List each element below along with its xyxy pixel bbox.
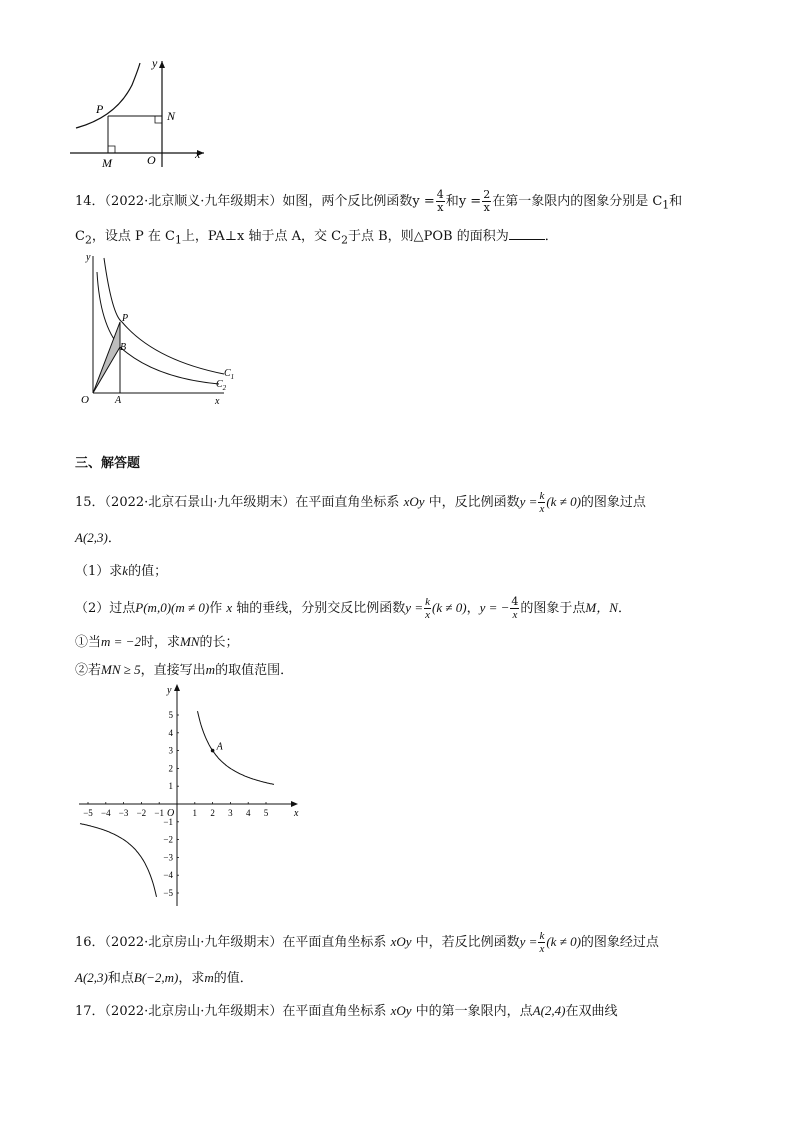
- answer-blank: [509, 227, 545, 240]
- q14-text: 在第一象限内的图象分别是 C: [492, 194, 663, 209]
- q14-text: 和: [669, 194, 683, 209]
- q14-line1: [75, 189, 682, 216]
- q14-sub: 2: [341, 233, 348, 247]
- q15-cond: (k ≠ 0): [431, 600, 467, 615]
- q16-line2: [75, 968, 253, 989]
- c1-sub: 1: [230, 373, 235, 381]
- q15-m: m: [205, 662, 216, 677]
- q14-text: 于点 B，则△POB 的面积为: [347, 229, 509, 244]
- x-tick-label: −5: [83, 808, 93, 818]
- q15-text: 的图象于点: [520, 601, 586, 616]
- q15-eq: y =: [519, 494, 538, 509]
- q16-text: 在平面直角坐标系: [282, 935, 387, 950]
- y-tick-label: 4: [168, 727, 173, 738]
- q15-k: k: [122, 563, 129, 578]
- q16-frac: [538, 930, 545, 955]
- fig13-label-O: O: [147, 153, 156, 167]
- q14-line2: [75, 227, 558, 251]
- fig13-label-N: N: [167, 109, 176, 123]
- section-title: 三、解答题: [75, 456, 141, 471]
- x-axis-arrow: [291, 801, 298, 807]
- q14-text: 如图，两个反比例函数: [282, 194, 413, 209]
- q15-text: ①当: [75, 635, 102, 650]
- q15-P: P(m,0)(m ≠ 0): [135, 600, 210, 615]
- frac-num: 2: [483, 188, 491, 201]
- origin-label: O: [167, 808, 175, 819]
- x-tick-label: 2: [210, 808, 215, 818]
- q16-A: A(2,3): [75, 970, 108, 985]
- q15-text: 的长；: [199, 635, 239, 650]
- fig13-label-y: y: [152, 56, 158, 70]
- y-tick-label: −4: [163, 870, 173, 881]
- q15-line2: [75, 528, 121, 549]
- q17-line1: [75, 1001, 618, 1022]
- figure-q14: [74, 250, 244, 410]
- q15-frac-2: [424, 596, 431, 621]
- fig14-label-O: O: [81, 394, 89, 406]
- q15-MN: M，N: [585, 600, 618, 615]
- q15-line1: [75, 490, 646, 515]
- hyperbola-branch-q3: [80, 824, 157, 897]
- q15-sub1: [75, 561, 167, 582]
- fig13-label-M: M: [102, 156, 112, 170]
- q16-number: 16．: [75, 935, 105, 950]
- q17-text: 在双曲线: [565, 1004, 618, 1019]
- fig14-label-y: y: [86, 252, 91, 263]
- x-tick-label: −3: [118, 808, 129, 818]
- q14-frac-1: [436, 189, 445, 214]
- q15-text: 时，求: [140, 635, 180, 650]
- x-tick-label: 3: [228, 808, 233, 818]
- y-axis-label: y: [167, 685, 172, 696]
- q16-line1: [75, 930, 659, 955]
- x-axis-label: x: [294, 808, 299, 819]
- q15-xoy: xOy: [403, 494, 425, 509]
- q14-text: 上，PA⊥x 轴于点 A，交 C: [181, 229, 342, 244]
- q14-text: ．: [544, 229, 558, 244]
- frac-num: k: [425, 596, 430, 608]
- q15-text: 轴的垂线，分别交反比例函数: [236, 601, 406, 616]
- y-tick-label: −5: [163, 888, 173, 898]
- q16-text: 的图象经过点: [580, 935, 659, 950]
- q15-text: ，: [466, 601, 480, 616]
- frac-den: x: [437, 201, 444, 214]
- frac-den: x: [539, 503, 545, 515]
- q16-source: （2022·北京房山·九年级期末）: [104, 935, 283, 950]
- hyperbola-branch-q1: [198, 711, 275, 784]
- fig13-label-P: P: [96, 102, 104, 116]
- q17-A: A(2,4): [532, 1003, 566, 1018]
- q15-text: ，直接写出: [140, 663, 206, 678]
- q14-text: 和: [445, 194, 459, 209]
- frac-num: 4: [436, 188, 444, 201]
- frac-num: 4: [511, 595, 519, 608]
- q15-eq: y = −: [479, 600, 510, 615]
- x-tick-label: −2: [136, 808, 147, 818]
- x-tick-label: 5: [263, 808, 269, 818]
- fig14-label-P: P: [122, 313, 129, 324]
- q17-source: （2022·北京房山·九年级期末）: [104, 1004, 283, 1019]
- point-A-label: A: [216, 741, 223, 753]
- q16-eq: y =: [519, 934, 538, 949]
- frac-den: x: [483, 201, 490, 214]
- x-tick-label: −4: [101, 808, 111, 818]
- y-axis-arrow: [174, 684, 180, 691]
- frac-den: x: [539, 943, 545, 955]
- q17-text: 中的第一象限内，点: [415, 1004, 533, 1019]
- fig13-label-x: x: [195, 147, 201, 161]
- q15-text: 的图象过点: [580, 495, 646, 510]
- q17-text: 在平面直角坐标系: [282, 1004, 387, 1019]
- fig14-label-A: A: [115, 395, 122, 406]
- q16-text: 的值．: [213, 971, 253, 986]
- q15-text: 在平面直角坐标系: [295, 495, 400, 510]
- q15-text: ．: [617, 601, 631, 616]
- q16-B: B(−2,m): [133, 970, 179, 985]
- q16-text: 中，若反比例函数: [415, 935, 520, 950]
- fig14-label-C1: [224, 368, 234, 381]
- q14-sub: 1: [662, 198, 670, 212]
- q15-text: 作: [209, 601, 223, 616]
- y-tick-label: 2: [168, 763, 173, 774]
- q14-frac-2: [482, 189, 491, 214]
- q14-text: C: [75, 229, 85, 244]
- y-tick-label: 5: [168, 710, 173, 720]
- x-tick-label: −1: [154, 808, 164, 818]
- q14-sub: 1: [174, 233, 182, 247]
- y-tick-label: 1: [168, 781, 173, 792]
- y-tick-label: −2: [163, 834, 173, 845]
- q15-text: 中，反比例函数: [428, 495, 520, 510]
- q15-text: ．: [107, 531, 121, 546]
- figure-q13: [66, 55, 216, 170]
- q15-sub2: [75, 596, 631, 621]
- fig14-label-x: x: [215, 396, 220, 407]
- c1-letter: C: [224, 368, 231, 379]
- q15-text: （2）过点: [75, 601, 136, 616]
- q15-frac: [538, 490, 545, 515]
- q15-case2: [75, 660, 293, 681]
- graph-axes: [79, 684, 298, 906]
- q16-text: ，求: [178, 971, 205, 986]
- point-A: [211, 749, 215, 753]
- q16-text: 和点: [107, 971, 134, 986]
- q15-text: ②若: [75, 663, 102, 678]
- q17-number: 17．: [75, 1004, 105, 1019]
- q15-text: 的取值范围．: [215, 663, 294, 678]
- frac-num: k: [539, 490, 545, 502]
- q15-MN: MN: [179, 634, 200, 649]
- frac-den: x: [425, 609, 430, 621]
- c2-letter: C: [216, 379, 223, 390]
- x-tick-label: 1: [192, 808, 198, 818]
- q14-number: 14．: [75, 194, 105, 209]
- y-tick-label: −3: [163, 852, 173, 863]
- q15-cond: (k ≠ 0): [546, 494, 581, 509]
- q15-case1: [75, 632, 238, 653]
- q14-eq: y =: [458, 194, 482, 209]
- q15-number: 15．: [75, 495, 105, 510]
- q14-source: （2022·北京顺义·九年级期末）: [104, 194, 283, 209]
- y-tick-label: −1: [163, 816, 173, 827]
- q14-eq: y =: [412, 194, 435, 209]
- y-tick-label: 3: [168, 745, 173, 756]
- figure-q15-graph: [74, 680, 310, 910]
- q17-xoy: xOy: [390, 1003, 412, 1018]
- frac-den: x: [512, 609, 518, 621]
- q14-sub: 2: [84, 233, 92, 247]
- q15-m: m = −2: [101, 634, 141, 649]
- q16-m: m: [204, 970, 214, 985]
- fig14-label-C2: [216, 379, 227, 392]
- q16-cond: (k ≠ 0): [546, 934, 581, 949]
- q15-point: A(2,3): [75, 530, 108, 545]
- q14-text: ，设点 P 在 C: [91, 229, 175, 244]
- fig14-label-B: B: [120, 342, 127, 353]
- c2-sub: 2: [222, 384, 227, 392]
- q15-x: x: [226, 600, 233, 615]
- q15-MN: MN ≥ 5: [101, 662, 141, 677]
- x-tick-label: 4: [245, 808, 251, 818]
- q15-frac-3: [510, 596, 519, 621]
- frac-num: k: [539, 930, 545, 942]
- q15-source: （2022·北京石景山·九年级期末）: [104, 495, 296, 510]
- q15-eq: y =: [405, 600, 424, 615]
- q16-xoy: xOy: [390, 934, 412, 949]
- q15-text: 的值；: [128, 564, 168, 579]
- q15-text: （1）求: [75, 564, 123, 579]
